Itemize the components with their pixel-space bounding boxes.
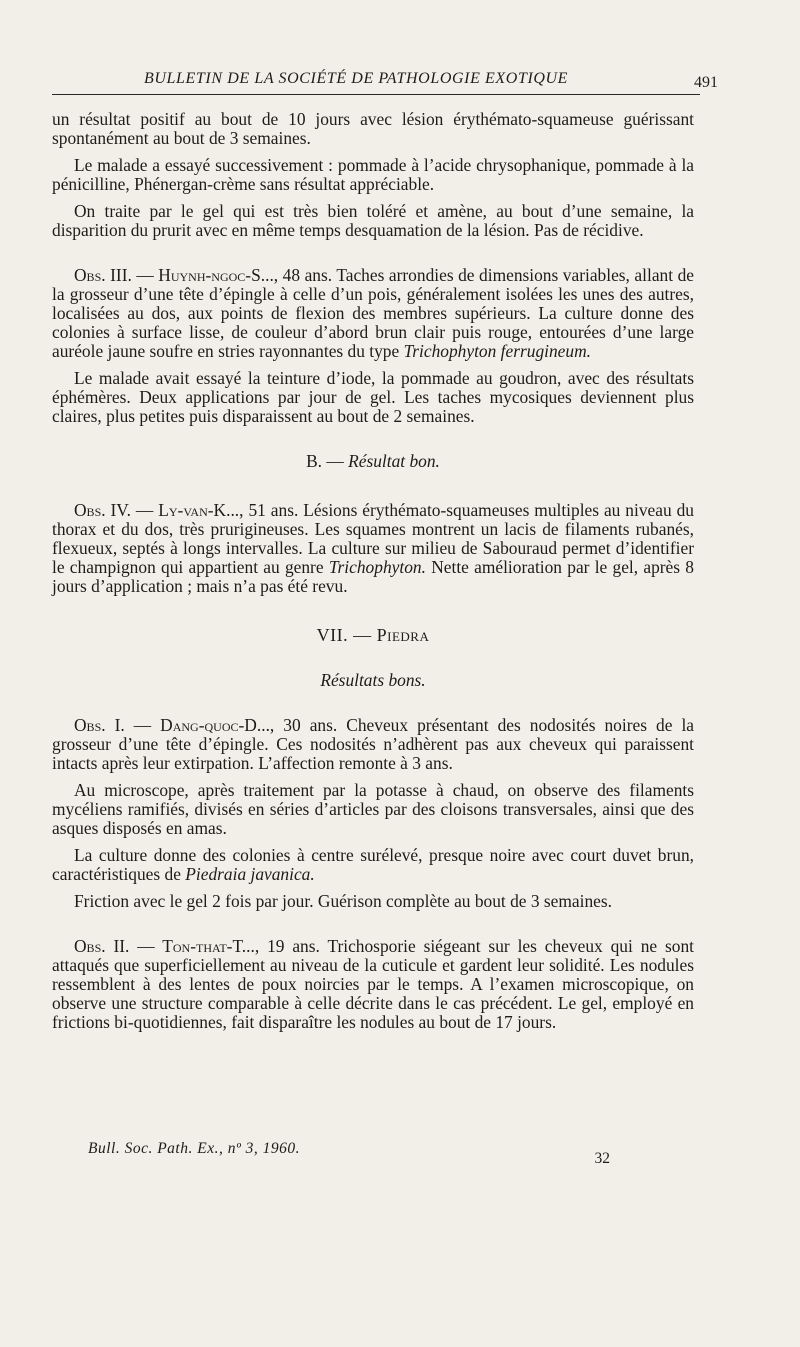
observation-iv	[52, 501, 694, 596]
results-heading: Résultats bons.	[320, 670, 426, 690]
subheading-text: Résultat bon.	[348, 451, 440, 471]
observation-text: 48 ans. Taches arrondies de dimensions variables, allant de la grosseur d’une tête d’épingle à celle d’un pois, généralement isolées les unes des autres, localisées au dos, aux points de flexion des membres supérieurs. La culture donne des colonies à surface lisse, de couleur d’abord brun clair puis rouge, entourées d’une large auréole jaune soufre en stries rayonnantes du type	[52, 265, 694, 361]
running-head	[52, 70, 718, 92]
paragraph: On traite par le gel qui est très bien toléré et amène, au bout d’une semaine, la disparition du prurit avec en même temps desquamation de la lésion. Pas de récidive.	[52, 201, 694, 240]
paragraph-text: La culture donne des colonies à centre surélevé, presque noire avec court duvet brun, caractéristiques de	[52, 845, 694, 884]
observation-i	[52, 716, 694, 773]
observation-label: Obs. II. — Ton-that-T...,	[74, 936, 260, 956]
observation-ii	[52, 937, 694, 1032]
section-heading: VII. — Piedra	[316, 625, 430, 645]
observation-label: Obs. IV. — Ly-van-K...,	[74, 500, 244, 520]
header-rule	[52, 94, 700, 95]
species-name: Trichophyton ferrugineum.	[403, 341, 591, 361]
page-footer	[52, 1140, 694, 1167]
genus-name: Trichophyton.	[328, 557, 426, 577]
paragraph: Friction avec le gel 2 fois par jour. Guérison complète au bout de 3 semaines.	[74, 891, 612, 911]
subheading-letter: B. —	[306, 451, 344, 471]
signature-mark: 32	[594, 1150, 610, 1167]
subheading-b	[52, 452, 694, 471]
paragraph: Au microscope, après traitement par la potasse à chaud, on observe des filaments mycéliens ramifiés, divisés en séries d’articles par des cloisons transversales, ainsi que des asques disposés en amas.	[52, 780, 694, 838]
paragraph	[52, 846, 694, 884]
journal-title: BULLETIN DE LA SOCIÉTÉ DE PATHOLOGIE EXOTIQUE	[144, 70, 569, 87]
observation-text: 51 ans. Lésions érythémato-squameuses multiples au niveau du thorax et du dos, très prurigineuses. Les squames montrent un lacis de filaments rubanés, flexueux, septés à longs intervalles. La culture sur milieu de Sabouraud permet d’identifier le champignon qui appartient au genre	[52, 500, 694, 577]
paragraph: un résultat positif au bout de 10 jours avec lésion érythémato-squameuse guérissant spontanément au bout de 3 semaines.	[52, 109, 694, 148]
observation-text: Nette amélioration par le gel, après 8 jours d’application ; mais n’a pas été revu.	[52, 557, 694, 596]
observation-iii	[52, 266, 694, 361]
paragraph: Le malade avait essayé la teinture d’iode, la pommade au goudron, avec des résultats éphémères. Deux applications par jour de gel. Les taches mycosiques deviennent plus claires, plus petites puis disparaissent au bout de 2 semaines.	[52, 368, 694, 426]
observation-text: 30 ans. Cheveux présentant des nodosités noires de la grosseur d’une tête d’épingle. Ces nodosités n’adhèrent pas aux cheveux qui paraissent intacts après leur extirpation. L’affection remonte à 3 ans.	[52, 715, 694, 773]
species-name: Piedraia javanica.	[185, 864, 315, 884]
citation: Bull. Soc. Path. Ex., nº 3, 1960.	[88, 1140, 301, 1157]
observation-text: 19 ans. Trichosporie siégeant sur les cheveux qui ne sont attaqués que superficiellement au niveau de la cuticule et gardent leur solidité. Les nodules ressemblent à des lentes de poux noircies par le temps. A l’examen microscopique, on observe une structure comparable à celle décrite dans le cas précédent. Le gel, employé en frictions bi-quotidiennes, fait disparaître les nodules au bout de 17 jours.	[52, 936, 694, 1032]
paragraph: Le malade a essayé successivement : pommade à l’acide chrysophanique, pommade à la pénicilline, Phénergan-crème sans résultat appréciable.	[52, 155, 694, 194]
article-body	[52, 110, 694, 1032]
observation-label: Obs. III. — Huynh-ngoc-S...,	[74, 265, 279, 285]
page-number: 491	[694, 74, 718, 91]
observation-label: Obs. I. — Dang-quoc-D...,	[74, 715, 275, 735]
